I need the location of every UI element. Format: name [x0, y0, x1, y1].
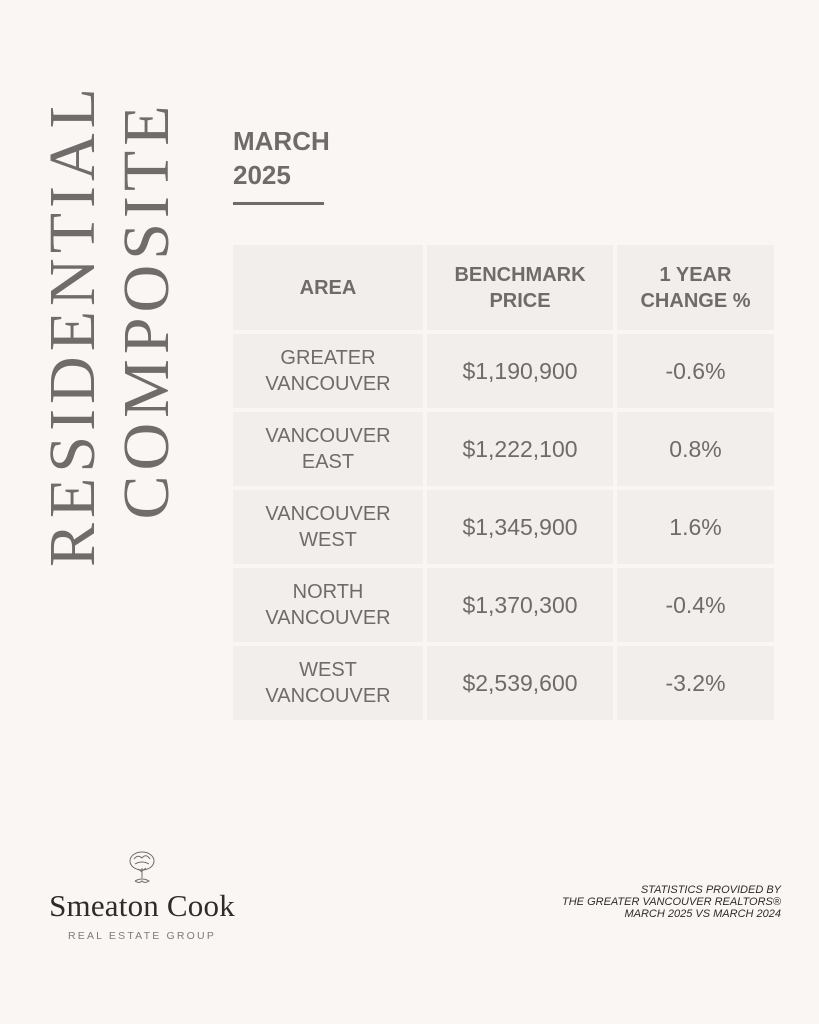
row-area	[233, 568, 423, 642]
header-area: AREA	[233, 245, 423, 330]
row-change: -0.6%	[617, 334, 774, 408]
source-line2: THE GREATER VANCOUVER REALTORS®	[562, 896, 781, 908]
area-line2: WEST	[299, 529, 357, 551]
row-price: $1,345,900	[427, 490, 613, 564]
row-price: $1,370,300	[427, 568, 613, 642]
area-line1: VANCOUVER	[265, 425, 391, 447]
report-month: MARCH	[233, 126, 330, 156]
benchmark-table	[233, 245, 774, 720]
row-area	[233, 490, 423, 564]
area-line1: WEST	[299, 659, 357, 681]
header-year-change-label: 1 YEAR CHANGE %	[640, 263, 751, 312]
source-note	[562, 884, 781, 920]
brand-logo	[42, 850, 242, 942]
row-change: 1.6%	[617, 490, 774, 564]
row-change: -0.4%	[617, 568, 774, 642]
row-price: $1,222,100	[427, 412, 613, 486]
header-benchmark-price-label: BENCHMARK PRICE	[454, 263, 586, 312]
title-residential: RESIDENTIAL	[36, 83, 109, 567]
row-area	[233, 334, 423, 408]
title-composite: COMPOSITE	[110, 100, 183, 520]
row-price: $2,539,600	[427, 646, 613, 720]
row-change: 0.8%	[617, 412, 774, 486]
area-line2: VANCOUVER	[265, 607, 391, 629]
row-area	[233, 646, 423, 720]
area-line2: VANCOUVER	[265, 685, 391, 707]
source-line3: MARCH 2025 VS MARCH 2024	[624, 908, 781, 920]
brand-name: Smeaton Cook	[49, 888, 235, 923]
row-price: $1,190,900	[427, 334, 613, 408]
header-year-change	[617, 245, 774, 330]
period-divider	[233, 202, 324, 205]
area-line2: VANCOUVER	[265, 373, 391, 395]
row-area	[233, 412, 423, 486]
source-line1: STATISTICS PROVIDED BY	[640, 884, 781, 896]
row-change: -3.2%	[617, 646, 774, 720]
area-line1: VANCOUVER	[265, 503, 391, 525]
header-benchmark-price	[427, 245, 613, 330]
area-line2: EAST	[301, 451, 355, 473]
report-period	[233, 124, 330, 192]
area-line1: GREATER	[280, 347, 376, 369]
brand-tagline: REAL ESTATE GROUP	[67, 930, 217, 942]
report-year: 2025	[233, 160, 291, 190]
tree-icon	[125, 850, 159, 886]
area-line1: NORTH	[292, 581, 364, 603]
